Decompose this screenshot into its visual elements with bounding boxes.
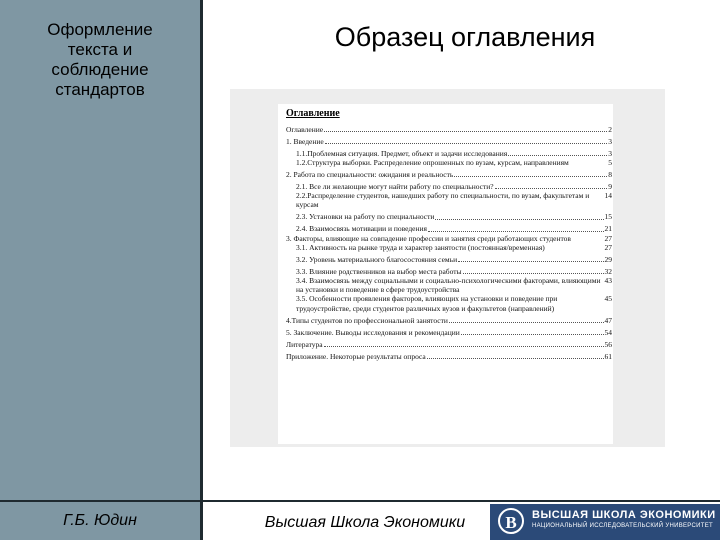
toc-entry-page: 43	[604, 276, 612, 286]
toc-leader-dots	[324, 122, 607, 132]
toc-entry	[286, 146, 612, 158]
toc-entry-title: 5. Заключение. Выводы исследования и рекомендации	[286, 327, 460, 337]
toc-entry-page: 45	[604, 294, 612, 304]
toc-entry-page: 3	[608, 136, 612, 146]
toc-entry-page: 27	[604, 233, 612, 243]
toc-entry-title: Приложение. Некоторые результаты опроса	[286, 351, 426, 361]
toc-entry	[286, 276, 612, 294]
sidebar-title-line: текста и	[67, 40, 133, 59]
toc-leader-dots	[495, 179, 608, 189]
sidebar	[0, 0, 200, 540]
toc-entry	[286, 234, 612, 243]
toc-entry-title: 3.3. Влияние родственников на выбор места работы	[296, 266, 462, 276]
toc-entry-page: 27	[604, 242, 612, 252]
toc-entry-title: 2.1. Все ли желающие могут найти работу по специальности?	[296, 182, 494, 191]
toc-entry-page: 29	[604, 254, 612, 264]
toc-heading: Оглавление	[286, 108, 340, 119]
toc-entry-title: 2. Работа по специальности: ожидания и реальность	[286, 170, 454, 179]
toc-entry	[286, 252, 612, 264]
toc-entry-title: 2.3. Установки на работу по специальности	[296, 212, 435, 222]
logo-text	[532, 508, 716, 530]
toc-entry	[286, 191, 612, 209]
toc-list	[286, 122, 612, 361]
toc-entry-page: 3	[608, 148, 612, 158]
toc-entry-page: 21	[604, 224, 612, 234]
toc-entry-title: 2.4. Взаимосвязь мотивации и поведения	[296, 224, 427, 234]
vertical-divider	[200, 0, 203, 540]
toc-entry-title: 1.1.Проблемная ситуация. Предмет, объект и задачи исследования	[296, 148, 508, 158]
toc-leader-dots	[458, 252, 603, 262]
toc-entry-page: 47	[604, 315, 612, 325]
toc-entry-title: 1. Введение	[286, 136, 324, 146]
toc-entry-title: 3.2. Уровень материального благосостояния семьи	[296, 254, 458, 264]
toc-entry-page: 2	[608, 124, 612, 134]
author-name: Г.Б. Юдин	[63, 512, 137, 529]
toc-entry-title: Оглавление	[286, 124, 324, 134]
toc-entry	[286, 179, 612, 191]
toc-entry-page: 5	[608, 158, 612, 167]
footer-school-name: Высшая Школа Экономики	[264, 514, 466, 531]
toc-entry	[286, 294, 612, 312]
toc-entry	[286, 313, 612, 325]
toc-entry	[286, 264, 612, 276]
toc-entry	[286, 134, 612, 146]
toc-entry-title: 4.Типы студентов по профессиональной занятости	[286, 315, 448, 325]
toc-leader-dots	[427, 349, 604, 359]
toc-entry	[286, 222, 612, 234]
toc-entry-title: 3. Факторы, влияющие на совпадение профессии и занятия среди работающих студентов	[286, 233, 571, 243]
toc-leader-dots	[461, 325, 604, 335]
toc-entry-page: 9	[608, 182, 612, 191]
hse-emblem-icon: B	[498, 508, 524, 534]
toc-entry-page: 14	[604, 191, 612, 201]
toc-entry-page: 32	[604, 266, 612, 276]
page-title: Образец оглавления	[334, 22, 596, 52]
toc-leader-dots	[428, 222, 604, 232]
document-page	[278, 104, 613, 444]
toc-leader-dots	[449, 313, 604, 323]
toc-entry-page: 8	[608, 170, 612, 179]
sidebar-title-line: стандартов	[55, 80, 145, 99]
toc-entry	[286, 337, 612, 349]
toc-entry-page: 15	[604, 212, 612, 222]
toc-entry-page: 61	[604, 351, 612, 361]
toc-leader-dots	[463, 264, 604, 274]
toc-entry-title: 3.4. Взаимосвязь между социальными и социально-психологическими факторами, влияющими на установки и поведение в сфере трудоустройства	[296, 276, 601, 295]
toc-entry	[286, 325, 612, 337]
toc-leader-dots	[435, 210, 603, 220]
toc-leader-dots	[325, 134, 608, 144]
hse-logo	[490, 504, 720, 540]
toc-entry-title: 3.5. Особенности проявления факторов, влияющих на установки и поведение при трудоустройстве, среди студентов различных вузов и факультетов (направлений)	[296, 294, 558, 313]
toc-entry-title: 2.2.Распределение студентов, нашедших работу по специальности, по вузам, факультетам и курсам	[296, 191, 590, 210]
toc-entry	[286, 349, 612, 361]
logo-sub-text: НАЦИОНАЛЬНЫЙ ИССЛЕДОВАТЕЛЬСКИЙ УНИВЕРСИТЕТ	[532, 523, 714, 529]
toc-leader-dots	[508, 146, 607, 156]
logo-main-text: ВЫСШАЯ ШКОЛА ЭКОНОМИКИ	[532, 509, 716, 521]
toc-entry	[286, 158, 612, 167]
toc-entry-title: 1.2.Структура выборки. Распределение опрошенных по вузам, курсам, направлениям	[296, 158, 569, 167]
toc-entry	[286, 122, 612, 134]
toc-entry-title: Литература	[286, 339, 323, 349]
sidebar-title-line: соблюдение	[51, 60, 149, 79]
toc-entry	[286, 243, 612, 252]
toc-entry-page: 56	[604, 339, 612, 349]
sidebar-title	[0, 20, 200, 100]
toc-leader-dots	[454, 167, 607, 177]
toc-entry	[286, 167, 612, 179]
sidebar-title-line: Оформление	[47, 20, 153, 39]
footer-divider	[0, 500, 720, 502]
toc-entry-title: 3.1. Активность на рынке труда и характер занятости (постоянная/временная)	[296, 242, 545, 252]
toc-leader-dots	[324, 337, 604, 347]
toc-entry	[286, 210, 612, 222]
toc-entry-page: 54	[604, 327, 612, 337]
